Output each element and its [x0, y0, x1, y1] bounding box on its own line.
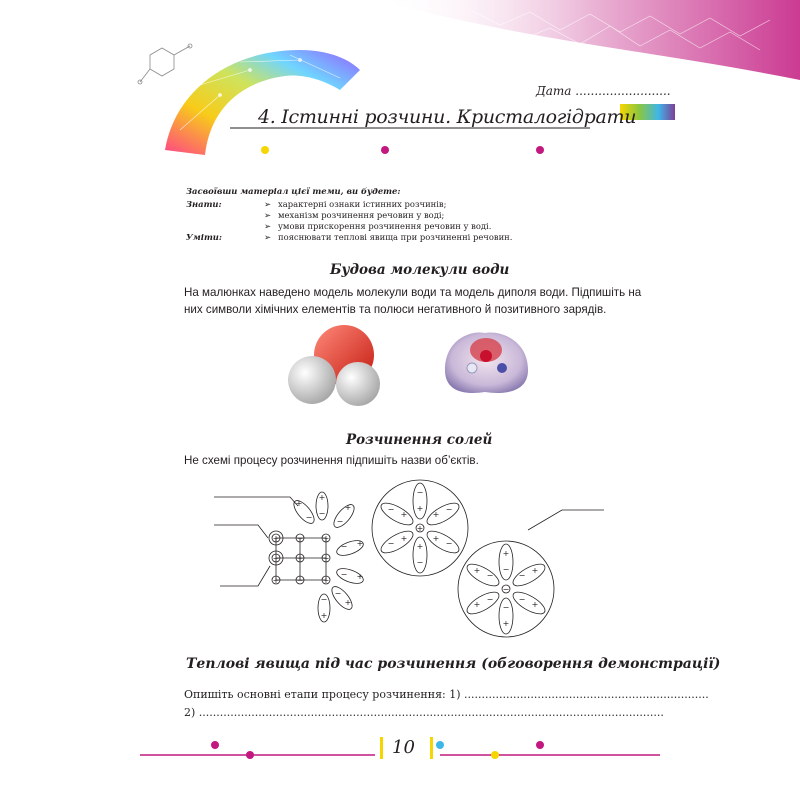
molecule-sketch [138, 44, 192, 84]
water-dipole-model [445, 332, 528, 392]
plus-charge-sign: + [344, 598, 352, 607]
plus-charge-sign: + [344, 503, 352, 512]
plus-charge-sign: + [400, 534, 408, 543]
minus-charge-sign: − [416, 558, 424, 567]
header-gradient [380, 0, 800, 80]
plus-charge-sign: + [295, 499, 303, 508]
plus-charge-sign: + [272, 576, 280, 585]
minus-charge-sign: − [336, 517, 344, 526]
salts-instructions: Не схемі процесу розчинення підпишіть назви об’єктів. [184, 454, 479, 467]
plus-charge-sign: + [296, 554, 304, 563]
plus-charge-sign: + [356, 539, 364, 548]
plus-charge-sign: + [322, 576, 330, 585]
objective-item: механізм розчинення речовин у воді; [278, 210, 445, 220]
minus-charge-sign: − [322, 554, 330, 563]
plus-charge-sign: + [356, 572, 364, 581]
water-text-line-2: них символи хімічних елементів та полюси негативного й позитивного зарядів. [184, 303, 607, 316]
plus-charge-sign: + [400, 510, 408, 519]
know-label: Знати: [186, 199, 222, 209]
minus-charge-sign: − [387, 539, 395, 548]
minus-charge-sign: − [387, 505, 395, 514]
water-molecule-model [288, 325, 380, 406]
plus-charge-sign: + [318, 493, 326, 502]
pointer-line-3 [220, 566, 270, 586]
minus-charge-sign: − [296, 534, 304, 543]
rainbow-arc [165, 50, 360, 155]
objectives-intro: Засвоївши матеріал цієї теми, ви будете: [186, 186, 401, 196]
answer-line-1[interactable]: Опишіть основні етапи процесу розчинення: 1) ...................................................................... [184, 688, 709, 701]
plus-charge-sign: + [531, 600, 539, 609]
objective-item: характерні ознаки істинних розчинів; [278, 199, 447, 209]
learning-objectives [186, 186, 512, 243]
answer-line-2[interactable]: 2) ..................................................................................................................................... [184, 706, 664, 719]
objective-row [186, 221, 512, 232]
able-label: Уміти: [186, 232, 222, 242]
plus-charge-sign: + [502, 549, 510, 558]
pointer-line-4 [528, 510, 604, 530]
plus-charge-sign: + [473, 566, 481, 575]
minus-charge-sign: − [486, 595, 494, 604]
plus-charge-sign: + [320, 611, 328, 620]
minus-charge-sign: − [502, 585, 510, 594]
water-instructions [184, 284, 641, 318]
minus-charge-sign: − [445, 505, 453, 514]
minus-charge-sign: − [502, 565, 510, 574]
objective-item: умови прискорення розчинення речовин у воді. [278, 221, 492, 231]
minus-charge-sign: − [318, 509, 326, 518]
minus-charge-sign: − [445, 539, 453, 548]
bullet-arrow-icon: ➢ [264, 232, 272, 242]
pointer-line-2 [214, 525, 268, 538]
minus-charge-sign: − [340, 542, 348, 551]
minus-charge-sign: − [518, 595, 526, 604]
objective-row [186, 199, 512, 210]
plus-charge-sign: + [473, 600, 481, 609]
date-label: Дата ......................... [536, 84, 671, 98]
minus-charge-sign: − [334, 589, 342, 598]
page-number: 10 [392, 737, 415, 758]
minus-charge-sign: − [272, 554, 280, 563]
plus-charge-sign: + [502, 619, 510, 628]
plus-charge-sign: + [432, 510, 440, 519]
minus-charge-sign: − [518, 571, 526, 580]
objective-row [186, 210, 512, 221]
minus-charge-sign: − [502, 603, 510, 612]
minus-charge-sign: − [416, 488, 424, 497]
minus-charge-sign: − [296, 576, 304, 585]
bullet-arrow-icon: ➢ [264, 221, 272, 231]
pointer-line-1 [214, 497, 298, 506]
minus-charge-sign: − [320, 595, 328, 604]
bullet-arrow-icon: ➢ [264, 210, 272, 220]
minus-charge-sign: − [340, 570, 348, 579]
section-heading-salts: Розчинення солей [346, 432, 493, 448]
plus-charge-sign: + [322, 534, 330, 543]
plus-charge-sign: + [432, 534, 440, 543]
section-heading-water: Будова молекули води [330, 262, 510, 278]
objective-item: пояснювати теплові явища при розчиненні речовин. [278, 232, 513, 242]
bullet-arrow-icon: ➢ [264, 199, 272, 209]
plus-charge-sign: + [416, 504, 424, 513]
objective-row [186, 232, 512, 243]
minus-charge-sign: − [305, 513, 313, 522]
section-heading-heat: Теплові явища під час розчинення (обговорення демонстрації) [186, 656, 721, 672]
minus-charge-sign: − [486, 571, 494, 580]
plus-charge-sign: + [531, 566, 539, 575]
plus-charge-sign: + [416, 524, 424, 533]
page-title: 4. Істинні розчини. Кристалогідрати [258, 106, 637, 128]
water-text-line-1: На малюнках наведено модель молекули води та модель диполя води. Підпишіть на [184, 286, 642, 299]
plus-charge-sign: + [416, 542, 424, 551]
plus-charge-sign: + [272, 534, 280, 543]
